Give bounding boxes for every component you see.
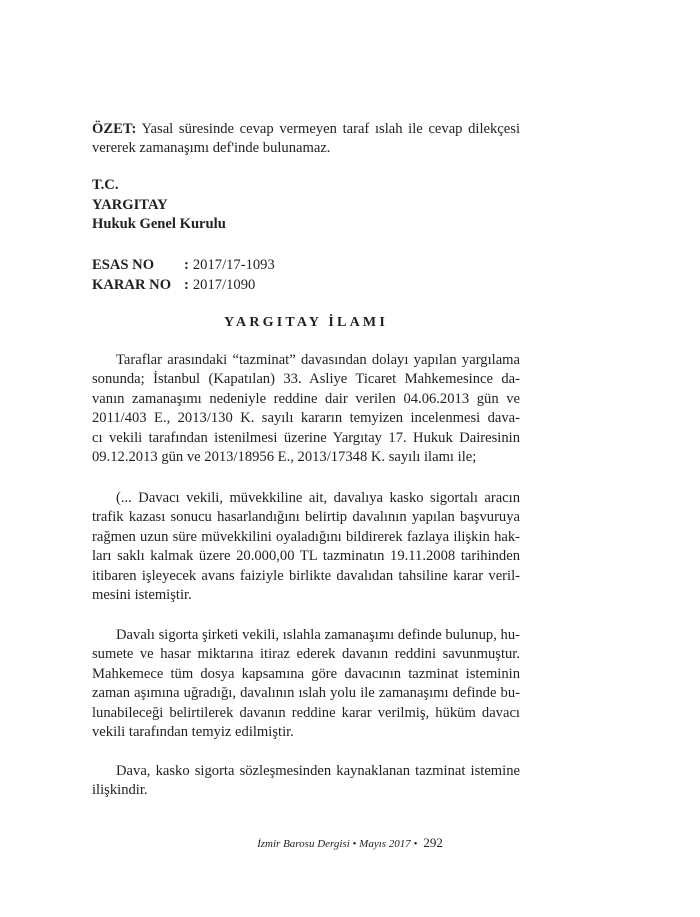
text-line: Mahkemece tüm dosya kapsamına göre davacının tazminat isteminin <box>92 665 520 682</box>
esas-label: ESAS NO <box>92 257 155 273</box>
text-line: itibaren işleyecek avans faiziyle birlikte davalıdan tahsiline karar veril- <box>92 567 520 584</box>
text-line: mesini istemiştir. <box>92 587 192 604</box>
esas-row <box>92 256 275 276</box>
summary-text: Yasal süresinde cevap vermeyen taraf ıslah ile cevap dilekçesi <box>136 121 520 137</box>
text-line: trafik kazası sonucu hasarlandığını belirtip davalının yapılan başvuruya <box>92 509 520 526</box>
colon: : <box>184 276 189 293</box>
text-line: 09.12.2013 gün ve 2013/18956 E., 2013/17348 K. sayılı ilamı ile; <box>92 449 477 466</box>
text-line: ları saklı kalmak üzere 20.000,00 TL tazminatın 19.11.2008 tarihinden <box>92 548 520 565</box>
summary-label: ÖZET: <box>92 121 137 137</box>
chamber-name: Hukuk Genel Kurulu <box>92 216 226 233</box>
court-name: YARGITAY <box>92 196 168 213</box>
text-line: Dava, kasko sigorta sözleşmesinden kaynaklanan tazminat istemine <box>116 763 520 779</box>
text-line: 2011/403 E., 2013/130 K. sayılı kararın temyizen incelenmesi dava- <box>92 410 520 427</box>
text-line: ilişkindir. <box>92 782 148 799</box>
text-line: zaman aşımına uğradığı, davalının ıslah yolu ile zamanaşımı definde bu- <box>92 685 520 702</box>
court-heading <box>92 176 226 235</box>
summary-block <box>92 120 520 159</box>
paragraph-3 <box>92 626 520 742</box>
text-line: vekili tarafından temyiz edilmiştir. <box>92 724 294 741</box>
text-line: Taraflar arasındaki “tazminat” davasından dolayı yapılan yargılama <box>116 352 520 368</box>
text-line: lunabileceği belirtilerek davanın reddine karar verilmiş, hüküm davacı <box>92 704 520 721</box>
text-line: cı vekili tarafından istenilmesi üzerine Yargıtay 17. Hukuk Dairesinin <box>92 429 520 446</box>
page-number: 292 <box>423 835 443 850</box>
text-line: sonunda; İstanbul (Kapatılan) 33. Asliye Ticaret Mahkemesince da- <box>92 371 520 388</box>
country-heading: T.C. <box>92 177 119 193</box>
paragraph-1 <box>92 351 520 467</box>
text-line: rağmen uzun süre müvekkilini oyaladığını bildirerek fazlaya ilişkin hak- <box>92 528 520 545</box>
text-line: Davalı sigorta şirketi vekili, ıslahla zamanaşımı definde bulunup, hu- <box>116 627 520 643</box>
summary-line: vererek zamanaşımı def'inde bulunamaz. <box>92 140 331 157</box>
case-info <box>92 256 275 295</box>
text-line: sumete ve hasar miktarına itiraz ederek davanın reddini savunmuştur. <box>92 646 520 663</box>
summary-line <box>92 120 520 139</box>
page-footer <box>0 835 700 851</box>
colon: : <box>184 257 189 273</box>
text-line: vanın zamanaşımı nedeniyle reddine dair verilen 04.06.2013 gün ve <box>92 390 520 407</box>
esas-value: 2017/17-1093 <box>192 257 275 273</box>
karar-value: 2017/1090 <box>192 276 256 293</box>
karar-row <box>92 276 275 296</box>
paragraph-2 <box>92 489 520 605</box>
paragraph-4 <box>92 762 520 801</box>
journal-name: İzmir Barosu Dergisi • Mayıs 2017 • <box>257 838 418 850</box>
karar-label: KARAR NO <box>92 276 172 293</box>
text-line: (... Davacı vekili, müvekkiline ait, davalıya kasko sigortalı aracın <box>116 490 520 506</box>
document-title: YARGITAY İLAMI <box>224 315 388 330</box>
